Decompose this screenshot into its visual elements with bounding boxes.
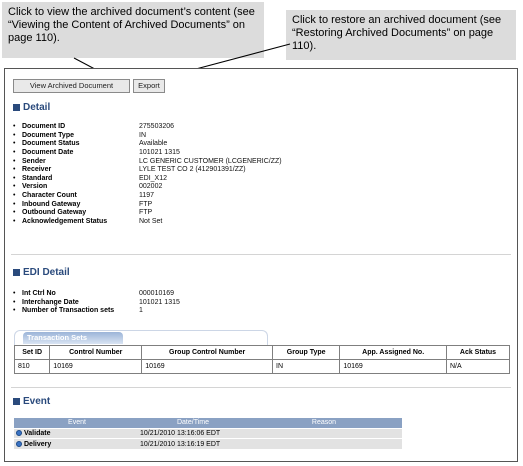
- column-header[interactable]: Control Number: [50, 346, 142, 360]
- item-label: Document Status: [22, 140, 80, 148]
- export-button[interactable]: Export: [133, 79, 165, 93]
- column-header[interactable]: Group Type: [273, 346, 340, 360]
- item-label: Document Type: [22, 131, 74, 139]
- column-header[interactable]: App. Assigned No.: [340, 346, 447, 360]
- archived-document-panel: [4, 68, 518, 462]
- item-value: Not Set: [139, 218, 163, 226]
- event-section-title: Event: [13, 396, 50, 407]
- item-label: Inbound Gateway: [22, 200, 81, 208]
- transaction-sets-tab-container: [14, 330, 268, 345]
- table-cell: 810: [15, 360, 50, 374]
- list-item: [13, 183, 282, 192]
- item-value: 101021 1315: [139, 298, 180, 306]
- list-item: [13, 299, 180, 308]
- item-label: Character Count: [22, 192, 77, 200]
- item-label: Outbound Gateway: [22, 209, 87, 217]
- table-cell: N/A: [446, 360, 509, 374]
- bullet-icon: •: [13, 307, 16, 315]
- item-label: Document ID: [22, 123, 66, 130]
- table-cell: 10169: [50, 360, 142, 374]
- item-value: 000010169: [139, 290, 175, 297]
- bullet-icon: •: [13, 148, 16, 156]
- item-value: 002002: [139, 183, 163, 191]
- table-cell: 10169: [340, 360, 447, 374]
- tab-transaction-sets[interactable]: Transaction Sets: [23, 332, 123, 344]
- event-datetime: 10/21/2010 13:16:06 EDT: [140, 428, 246, 439]
- event-name: Delivery: [24, 440, 52, 448]
- divider: [11, 254, 511, 255]
- item-value: 1197: [139, 192, 155, 200]
- expand-circle-icon[interactable]: [16, 441, 22, 447]
- item-label: Number of Transaction sets: [22, 307, 115, 315]
- section-square-icon: [13, 269, 20, 276]
- event-reason: [246, 439, 402, 450]
- callout-view-archived: Click to view the archived document’s content (see “Viewing the Content of Archived Documents” on page 110).: [2, 2, 264, 58]
- table-cell: 10169: [142, 360, 273, 374]
- item-value: EDI_X12: [139, 174, 168, 182]
- item-value: FTP: [139, 200, 153, 208]
- edi-detail-section-title: EDI Detail: [13, 267, 70, 278]
- callout-export: Click to restore an archived document (see “Restoring Archived Documents” on page 110).: [286, 10, 516, 60]
- table-header-row: [15, 346, 510, 360]
- table-cell: IN: [273, 360, 340, 374]
- item-label: Acknowledgement Status: [22, 218, 108, 226]
- section-square-icon: [13, 104, 20, 111]
- list-item: [13, 218, 282, 227]
- item-value: 275503206: [139, 123, 175, 130]
- list-item: [13, 140, 282, 149]
- item-value: IN: [139, 131, 146, 139]
- list-item: [13, 132, 282, 141]
- item-label: Int Ctrl No: [22, 290, 56, 297]
- bullet-icon: •: [13, 123, 16, 130]
- bullet-icon: •: [13, 166, 16, 174]
- table-header-row: [14, 418, 402, 428]
- column-header[interactable]: Group Control Number: [142, 346, 273, 360]
- bullet-icon: •: [13, 192, 16, 200]
- list-item: [13, 149, 282, 158]
- bullet-icon: •: [13, 183, 16, 191]
- item-label: Sender: [22, 157, 46, 165]
- transaction-sets-table: [14, 345, 510, 374]
- list-item: [13, 192, 282, 201]
- column-header: Date/Time: [140, 418, 246, 428]
- table-row[interactable]: [14, 439, 402, 450]
- item-label: Interchange Date: [22, 298, 79, 306]
- detail-list: [13, 123, 282, 227]
- bullet-icon: •: [13, 157, 16, 165]
- expand-circle-icon[interactable]: [16, 430, 22, 436]
- divider: [11, 387, 511, 388]
- item-value: LC GENERIC CUSTOMER (LCGENERIC/ZZ): [139, 157, 282, 165]
- bullet-icon: •: [13, 131, 16, 139]
- item-value: FTP: [139, 209, 153, 217]
- view-archived-document-button[interactable]: View Archived Document: [13, 79, 130, 93]
- section-square-icon: [13, 398, 20, 405]
- column-header[interactable]: Set ID: [15, 346, 50, 360]
- item-label: Standard: [22, 174, 53, 182]
- list-item: [13, 166, 282, 175]
- list-item: [13, 290, 180, 299]
- item-label: Version: [22, 183, 48, 191]
- item-value: 101021 1315: [139, 148, 180, 156]
- column-header: Reason: [246, 418, 402, 428]
- detail-section-title: Detail: [13, 102, 50, 113]
- column-header: Event: [14, 418, 140, 428]
- list-item: [13, 175, 282, 184]
- item-value: 1: [139, 307, 143, 315]
- event-datetime: 10/21/2010 13:16:19 EDT: [140, 439, 246, 450]
- table-row[interactable]: [14, 428, 402, 439]
- list-item: [13, 158, 282, 167]
- list-item: [13, 209, 282, 218]
- list-item: [13, 307, 180, 316]
- event-reason: [246, 428, 402, 439]
- bullet-icon: •: [13, 218, 16, 226]
- event-name-cell[interactable]: [14, 428, 140, 439]
- event-table: [14, 418, 402, 449]
- table-row[interactable]: [15, 360, 510, 374]
- bullet-icon: •: [13, 140, 16, 148]
- item-value: LYLE TEST CO 2 (412901391/ZZ): [139, 166, 246, 174]
- item-label: Receiver: [22, 166, 52, 174]
- event-name-cell[interactable]: [14, 439, 140, 450]
- column-header[interactable]: Ack Status: [446, 346, 509, 360]
- bullet-icon: •: [13, 174, 16, 182]
- bullet-icon: •: [13, 298, 16, 306]
- list-item: [13, 201, 282, 210]
- bullet-icon: •: [13, 209, 16, 217]
- list-item: [13, 123, 282, 132]
- edi-detail-list: [13, 290, 180, 316]
- item-label: Document Date: [22, 148, 74, 156]
- bullet-icon: •: [13, 200, 16, 208]
- event-name: Validate: [24, 429, 51, 437]
- item-value: Available: [139, 140, 168, 148]
- bullet-icon: •: [13, 290, 16, 297]
